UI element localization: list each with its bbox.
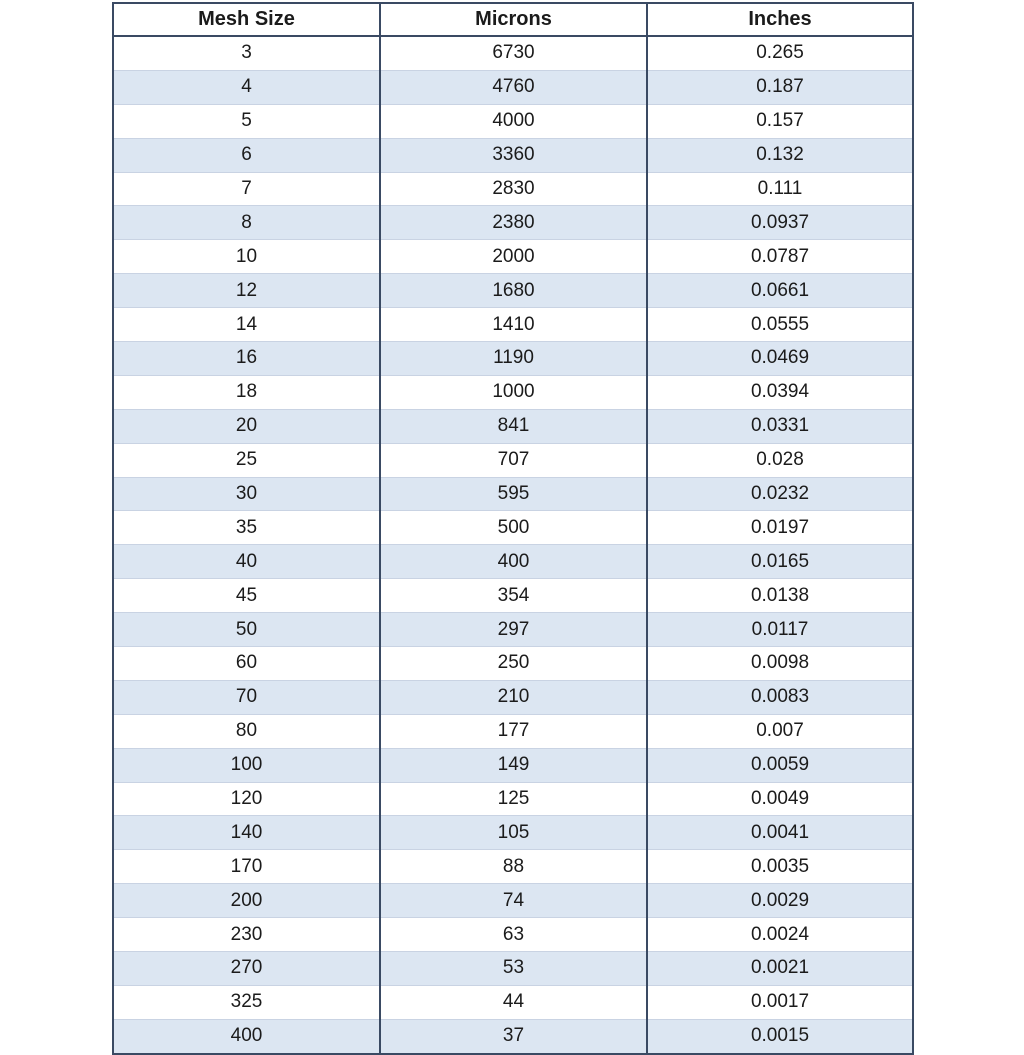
- table-row: [113, 308, 913, 342]
- mesh-size-cell: 4: [113, 70, 380, 104]
- microns-cell: 297: [380, 613, 647, 647]
- mesh-size-cell: 100: [113, 748, 380, 782]
- table-row: [113, 884, 913, 918]
- mesh-size-cell: 60: [113, 647, 380, 681]
- inches-cell: 0.157: [647, 104, 913, 138]
- microns-cell: 149: [380, 748, 647, 782]
- mesh-size-cell: 170: [113, 850, 380, 884]
- inches-cell: 0.007: [647, 714, 913, 748]
- microns-cell: 707: [380, 443, 647, 477]
- microns-cell: 210: [380, 680, 647, 714]
- table-row: [113, 714, 913, 748]
- inches-cell: 0.0015: [647, 1019, 913, 1053]
- mesh-size-table: [112, 2, 914, 1055]
- table-row: [113, 545, 913, 579]
- table-row: [113, 985, 913, 1019]
- inches-cell: 0.0394: [647, 375, 913, 409]
- table-row: [113, 477, 913, 511]
- microns-cell: 105: [380, 816, 647, 850]
- mesh-size-cell: 200: [113, 884, 380, 918]
- table-row: [113, 274, 913, 308]
- table-row: [113, 443, 913, 477]
- mesh-size-cell: 45: [113, 579, 380, 613]
- microns-cell: 44: [380, 985, 647, 1019]
- table-row: [113, 647, 913, 681]
- table-row: [113, 918, 913, 952]
- table-row: [113, 816, 913, 850]
- mesh-size-cell: 400: [113, 1019, 380, 1053]
- mesh-size-cell: 50: [113, 613, 380, 647]
- microns-cell: 500: [380, 511, 647, 545]
- microns-cell: 6730: [380, 36, 647, 70]
- mesh-size-cell: 140: [113, 816, 380, 850]
- microns-cell: 2830: [380, 172, 647, 206]
- inches-cell: 0.0555: [647, 308, 913, 342]
- inches-cell: 0.0165: [647, 545, 913, 579]
- microns-cell: 125: [380, 782, 647, 816]
- inches-cell: 0.0098: [647, 647, 913, 681]
- inches-cell: 0.0021: [647, 952, 913, 986]
- mesh-size-cell: 120: [113, 782, 380, 816]
- table-row: [113, 172, 913, 206]
- inches-cell: 0.0041: [647, 816, 913, 850]
- mesh-size-cell: 325: [113, 985, 380, 1019]
- mesh-size-cell: 12: [113, 274, 380, 308]
- mesh-size-cell: 16: [113, 342, 380, 376]
- mesh-size-cell: 40: [113, 545, 380, 579]
- mesh-size-cell: 7: [113, 172, 380, 206]
- inches-cell: 0.0024: [647, 918, 913, 952]
- microns-cell: 1000: [380, 375, 647, 409]
- inches-cell: 0.0083: [647, 680, 913, 714]
- table-row: [113, 511, 913, 545]
- microns-cell: 354: [380, 579, 647, 613]
- mesh-size-cell: 20: [113, 409, 380, 443]
- table-row: [113, 104, 913, 138]
- mesh-size-cell: 270: [113, 952, 380, 986]
- table-row: [113, 206, 913, 240]
- table-row: [113, 409, 913, 443]
- mesh-size-cell: 6: [113, 138, 380, 172]
- inches-cell: 0.0017: [647, 985, 913, 1019]
- microns-cell: 37: [380, 1019, 647, 1053]
- microns-cell: 4760: [380, 70, 647, 104]
- mesh-size-cell: 5: [113, 104, 380, 138]
- microns-cell: 74: [380, 884, 647, 918]
- table-row: [113, 1019, 913, 1053]
- inches-cell: 0.0787: [647, 240, 913, 274]
- table-row: [113, 36, 913, 70]
- microns-cell: 841: [380, 409, 647, 443]
- microns-cell: 177: [380, 714, 647, 748]
- microns-cell: 53: [380, 952, 647, 986]
- microns-cell: 63: [380, 918, 647, 952]
- mesh-size-cell: 14: [113, 308, 380, 342]
- inches-cell: 0.265: [647, 36, 913, 70]
- table-row: [113, 613, 913, 647]
- mesh-size-cell: 18: [113, 375, 380, 409]
- inches-cell: 0.0049: [647, 782, 913, 816]
- microns-cell: 88: [380, 850, 647, 884]
- inches-cell: 0.0661: [647, 274, 913, 308]
- table-row: [113, 579, 913, 613]
- header-mesh-size: Mesh Size: [113, 3, 380, 36]
- inches-cell: 0.0059: [647, 748, 913, 782]
- inches-cell: 0.0232: [647, 477, 913, 511]
- table-row: [113, 850, 913, 884]
- inches-cell: 0.0138: [647, 579, 913, 613]
- microns-cell: 1190: [380, 342, 647, 376]
- inches-cell: 0.0331: [647, 409, 913, 443]
- table-row: [113, 748, 913, 782]
- table-row: [113, 70, 913, 104]
- mesh-size-cell: 3: [113, 36, 380, 70]
- inches-cell: 0.0197: [647, 511, 913, 545]
- table-row: [113, 952, 913, 986]
- header-microns: Microns: [380, 3, 647, 36]
- inches-cell: 0.0117: [647, 613, 913, 647]
- mesh-size-cell: 25: [113, 443, 380, 477]
- mesh-size-cell: 8: [113, 206, 380, 240]
- mesh-size-cell: 30: [113, 477, 380, 511]
- inches-cell: 0.0937: [647, 206, 913, 240]
- inches-cell: 0.028: [647, 443, 913, 477]
- mesh-size-cell: 70: [113, 680, 380, 714]
- inches-cell: 0.0029: [647, 884, 913, 918]
- microns-cell: 2380: [380, 206, 647, 240]
- mesh-size-cell: 230: [113, 918, 380, 952]
- microns-cell: 3360: [380, 138, 647, 172]
- inches-cell: 0.0035: [647, 850, 913, 884]
- microns-cell: 2000: [380, 240, 647, 274]
- microns-cell: 595: [380, 477, 647, 511]
- microns-cell: 400: [380, 545, 647, 579]
- microns-cell: 1680: [380, 274, 647, 308]
- table-row: [113, 138, 913, 172]
- table-row: [113, 375, 913, 409]
- inches-cell: 0.111: [647, 172, 913, 206]
- header-inches: Inches: [647, 3, 913, 36]
- mesh-size-cell: 10: [113, 240, 380, 274]
- inches-cell: 0.0469: [647, 342, 913, 376]
- microns-cell: 4000: [380, 104, 647, 138]
- mesh-size-cell: 35: [113, 511, 380, 545]
- inches-cell: 0.187: [647, 70, 913, 104]
- table-row: [113, 342, 913, 376]
- microns-cell: 1410: [380, 308, 647, 342]
- microns-cell: 250: [380, 647, 647, 681]
- table-row: [113, 782, 913, 816]
- header-row: [113, 3, 913, 36]
- mesh-size-cell: 80: [113, 714, 380, 748]
- table-row: [113, 240, 913, 274]
- table-header: [113, 3, 913, 36]
- inches-cell: 0.132: [647, 138, 913, 172]
- table-body: [113, 36, 913, 1054]
- table-row: [113, 680, 913, 714]
